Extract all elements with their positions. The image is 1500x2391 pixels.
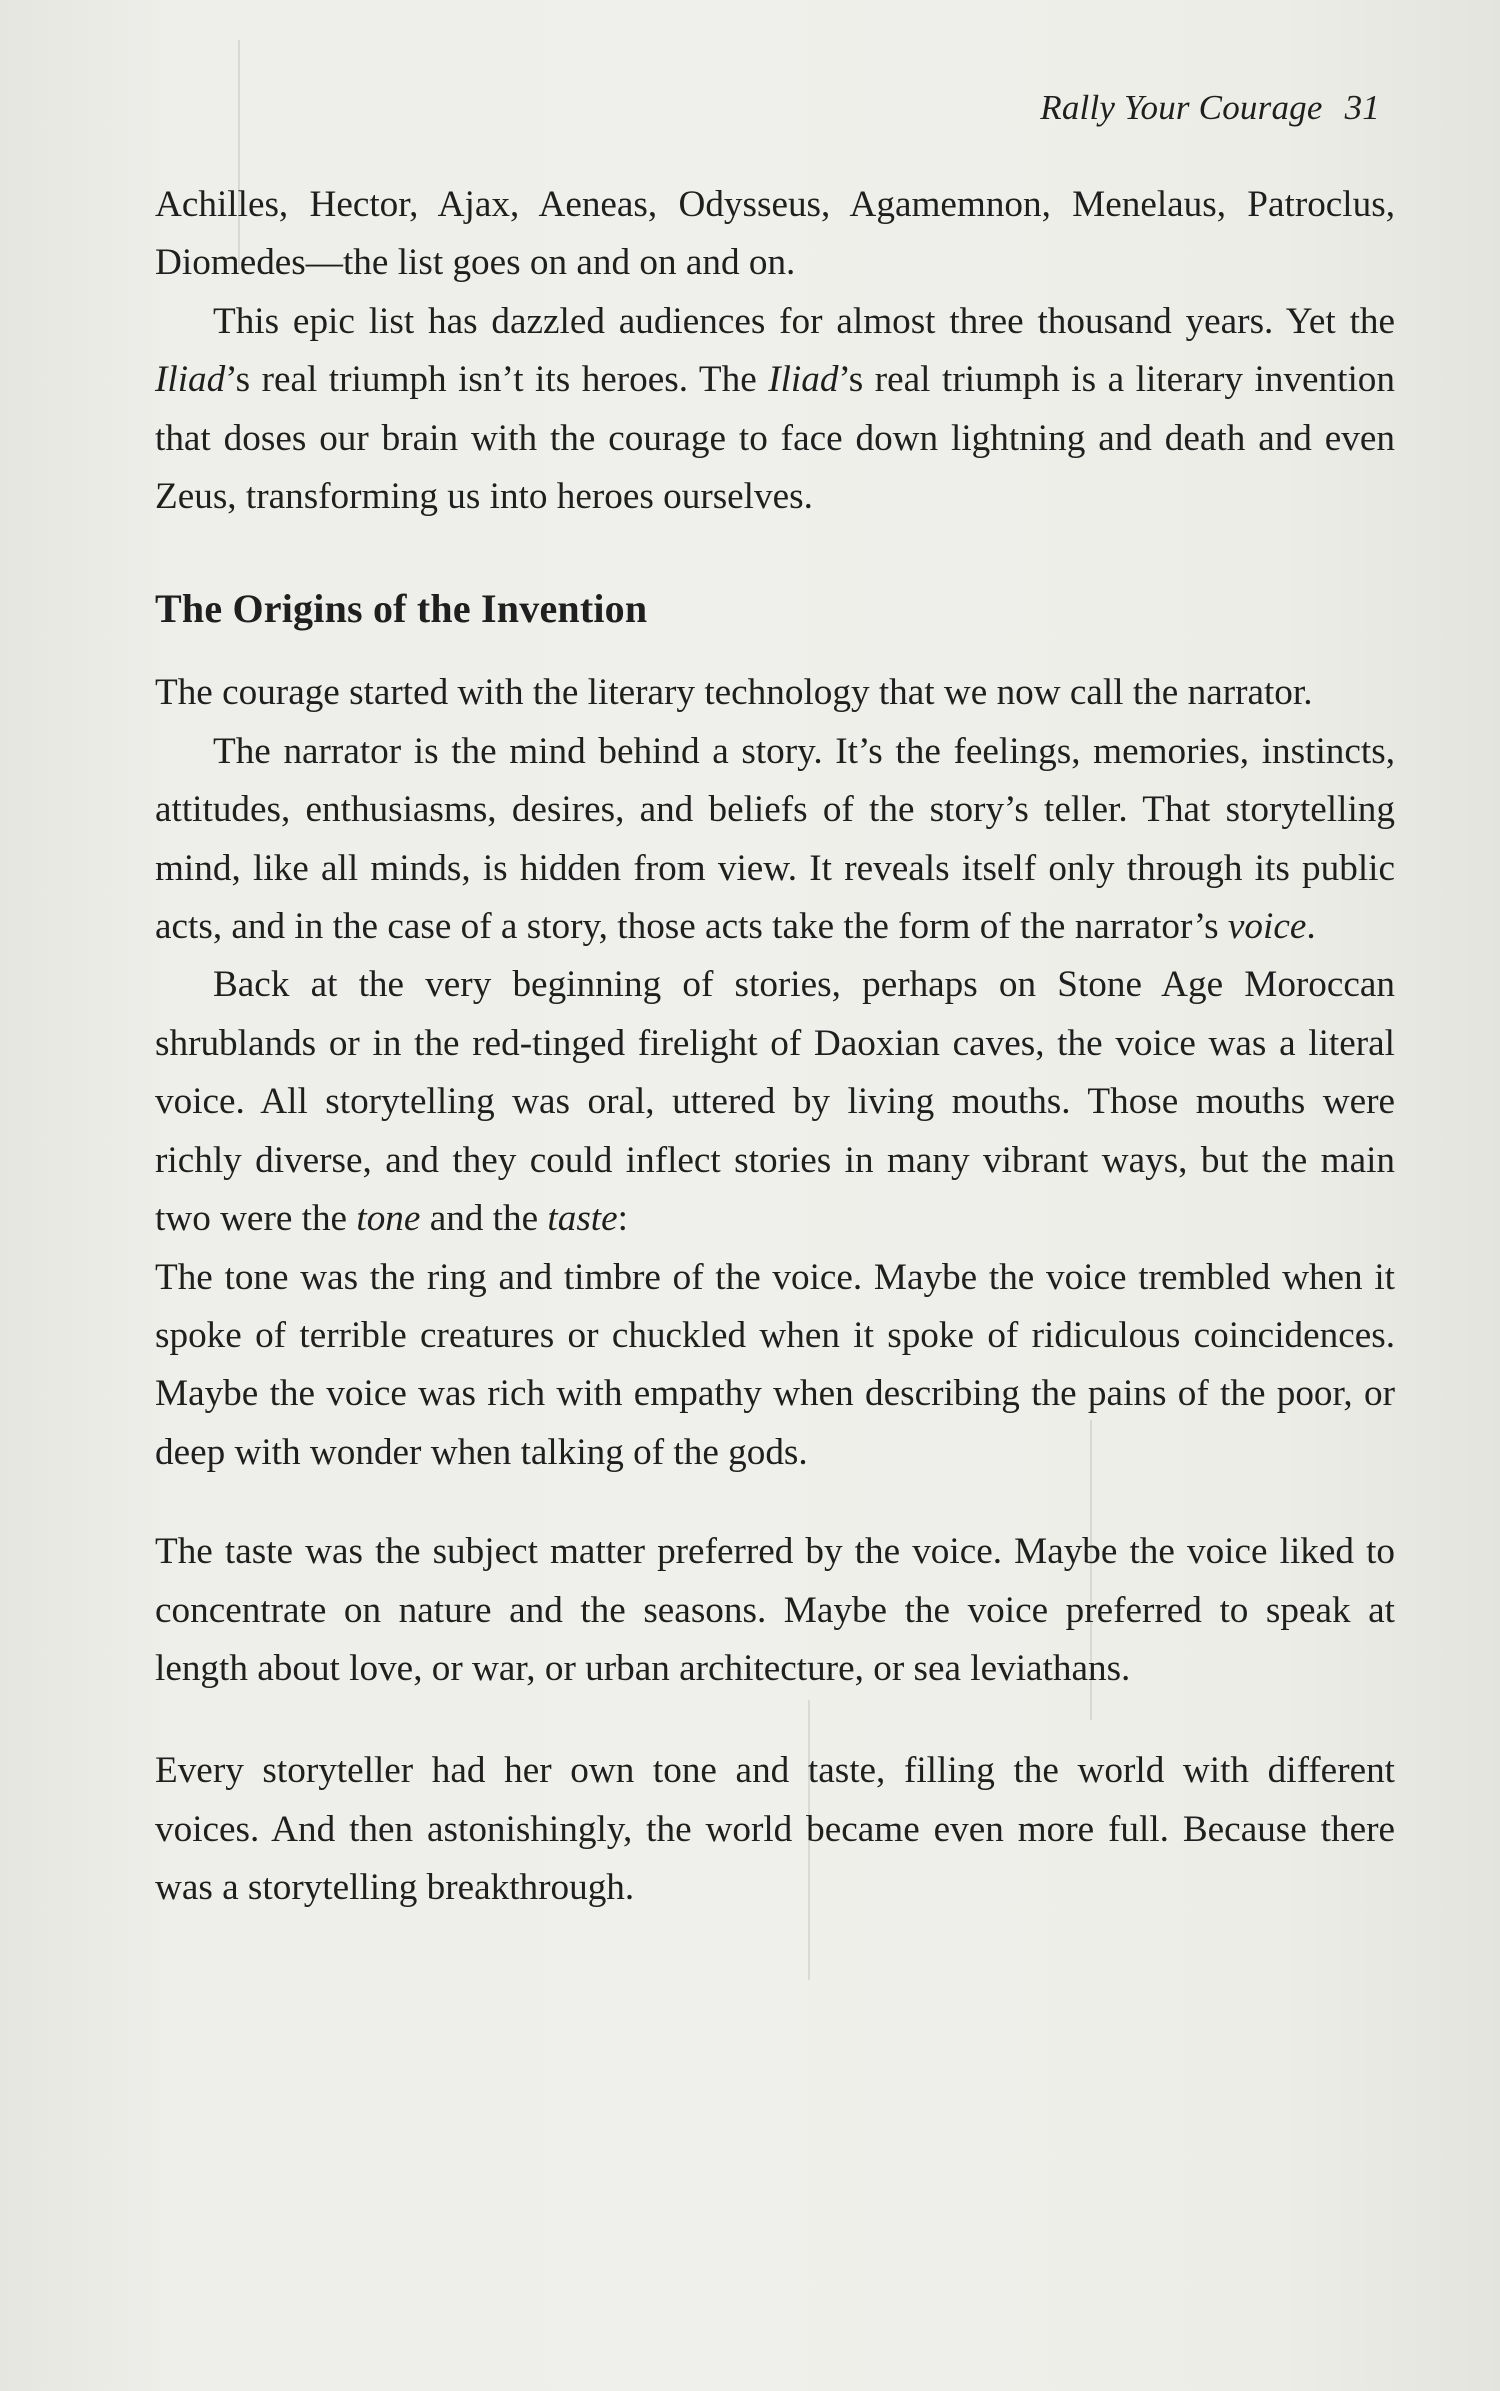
body-text xyxy=(155,176,1395,1918)
section-heading: The Origins of the Invention xyxy=(155,586,648,632)
paragraph-6: Every storyteller had her own tone and taste, filling the world with different voices. And then astonishingly, the world became even more full. Because there was a storytelling breakthrough. xyxy=(155,1750,1395,1909)
taste-term: taste xyxy=(547,1198,618,1240)
paragraph-5: Back at the very beginning of stories, perhaps on Stone Age Moroccan shrublands or in the red-tinged firelight of Daoxian caves, the voice was a literal voice. All storytelling was oral, uttered by living mouths. Those mouths were richly diverse, and they could inflect stories in many vibrant ways, but the main two were the tone and the taste: xyxy=(155,964,1395,1240)
block-paragraph-taste: The taste was the subject matter preferred by the voice. Maybe the voice liked to concentrate on nature and the seasons. Maybe the voice preferred to speak at length about love, or war, or urban architecture, or sea leviathans. xyxy=(155,1531,1395,1689)
voice-term: voice xyxy=(1227,906,1307,948)
running-header xyxy=(1040,88,1380,128)
running-title: Rally Your Courage xyxy=(1040,88,1323,127)
iliad-title: Iliad xyxy=(155,359,226,401)
paragraph-2: This epic list has dazzled audiences for almost three thousand years. Yet the Iliad’s real triumph isn’t its heroes. The Iliad’s real triumph is a literary invention that doses our brain with the courage to face down lightning and death and even Zeus, transforming us into heroes ourselves. xyxy=(155,300,1395,518)
paragraph-4: The narrator is the mind behind a story. It’s the feelings, memories, instincts, attitudes, enthusiasms, desires, and beliefs of the story’s teller. That storytelling mind, like all minds, is hidden from view. It reveals itself only through its public acts, and in the case of a story, those acts take the form of the narrator’s voice. xyxy=(155,730,1395,948)
iliad-title: Iliad xyxy=(768,359,839,401)
paragraph-3: The courage started with the literary technology that we now call the narrator. xyxy=(155,672,1313,714)
page-number: 31 xyxy=(1344,88,1380,127)
block-paragraph-tone: The tone was the ring and timbre of the voice. Maybe the voice trembled when it spoke of terrible creatures or chuckled when it spoke of ridiculous coincidences. Maybe the voice was rich with empathy when describing the pains of the poor, or deep with wonder when talking of the gods. xyxy=(155,1256,1395,1473)
paragraph-1: Achilles, Hector, Ajax, Aeneas, Odysseus, Agamemnon, Menelaus, Patroclus, Diomedes—the list goes on and on and on. xyxy=(155,184,1395,284)
tone-term: tone xyxy=(356,1198,421,1240)
